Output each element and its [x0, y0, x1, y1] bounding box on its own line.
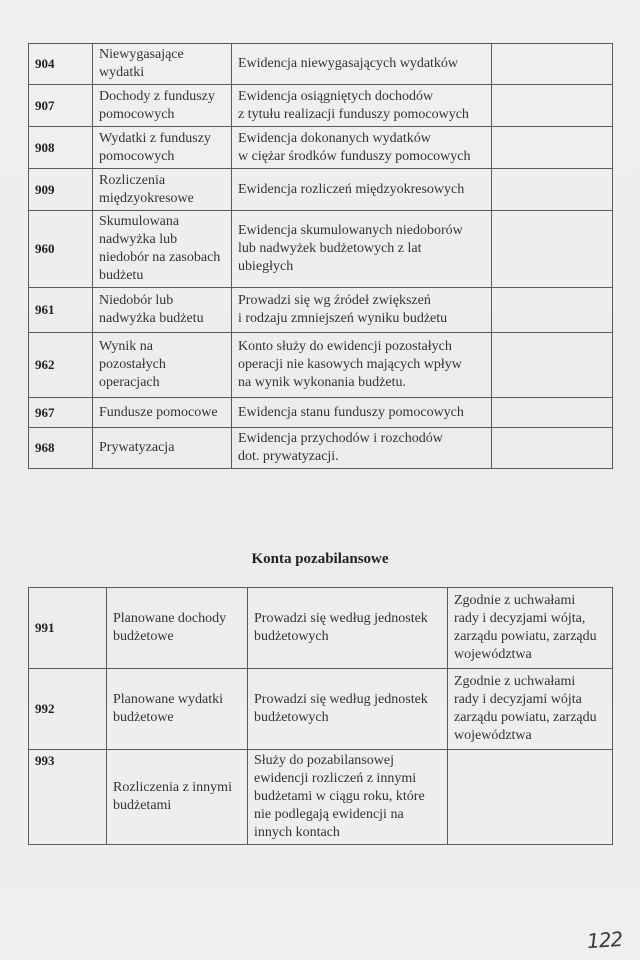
account-name: [107, 588, 248, 669]
text-line: pomocowych: [99, 106, 175, 122]
off-balance-accounts-table: [28, 587, 613, 845]
text-line: z tytułu realizacji funduszy pomocowych: [238, 106, 469, 122]
accounts-table: [28, 43, 613, 469]
text-line: rady i decyzjami wójta: [454, 692, 582, 707]
text-line: nadwyżka budżetu: [99, 311, 204, 326]
table-row: [29, 288, 613, 333]
text-line: Planowane dochody: [113, 611, 227, 626]
text-line: Prowadzi się według jednostek: [254, 611, 428, 626]
account-name: [93, 428, 232, 469]
account-description: [232, 428, 492, 469]
text-line: operacjach: [99, 375, 160, 390]
text-line: Ewidencja skumulowanych niedoborów: [238, 223, 463, 238]
text-line: Fundusze pomocowe: [99, 404, 218, 420]
account-code: 907: [29, 85, 93, 127]
text-line: Ewidencja osiągniętych dochodów: [238, 88, 434, 104]
account-description: [248, 750, 448, 845]
table-row: [29, 127, 613, 169]
table-row: [29, 398, 613, 428]
text-line: Skumulowana: [99, 214, 180, 229]
table-row: [29, 44, 613, 85]
text-line: i rodzaju zmniejszeń wyniku budżetu: [238, 311, 448, 326]
account-code: 961: [29, 288, 93, 333]
account-name: [107, 750, 248, 845]
account-description: [232, 398, 492, 428]
account-code: 991: [29, 588, 107, 669]
account-notes: [492, 288, 613, 333]
text-line: województwa: [454, 728, 532, 743]
text-line: innych kontach: [254, 825, 340, 840]
text-line: budżetowych: [254, 629, 329, 644]
text-line: budżetowe: [113, 629, 174, 644]
text-line: wydatki: [99, 65, 145, 80]
account-name: [93, 333, 232, 398]
text-line: pozostałych: [99, 357, 166, 372]
account-name: [93, 398, 232, 428]
text-line: Rozliczenia: [99, 172, 166, 188]
account-notes: [448, 588, 613, 669]
text-line: Ewidencja przychodów i rozchodów: [238, 431, 443, 446]
text-line: nie podlegają ewidencji na: [254, 807, 404, 822]
account-code: 993: [29, 750, 107, 845]
text-line: zarządu powiatu, zarządu: [454, 629, 597, 644]
accounts-table-body: [29, 44, 613, 469]
account-name: [93, 288, 232, 333]
text-line: na wynik wykonania budżetu.: [238, 375, 406, 390]
table-row: [29, 750, 613, 845]
table-row: [29, 333, 613, 398]
account-code: 909: [29, 169, 93, 211]
section-title: Konta pozabilansowe: [251, 551, 389, 567]
account-code: 967: [29, 398, 93, 428]
text-line: Planowane wydatki: [113, 692, 224, 707]
account-name: [93, 211, 232, 288]
account-description: [232, 211, 492, 288]
account-notes: [492, 211, 613, 288]
text-line: Ewidencja rozliczeń międzyokresowych: [238, 181, 465, 197]
text-line: Dochody z funduszy: [99, 88, 215, 104]
text-line: w ciężar środków funduszy pomocowych: [238, 148, 471, 164]
account-notes: [448, 750, 613, 845]
account-code: 992: [29, 669, 107, 750]
text-line: Wynik na: [99, 339, 153, 354]
text-line: ewidencji rozliczeń z innymi: [254, 771, 417, 786]
account-description: [232, 333, 492, 398]
account-code: 908: [29, 127, 93, 169]
account-name: [93, 44, 232, 85]
text-line: Konto służy do ewidencji pozostałych: [238, 339, 452, 354]
text-line: pomocowych: [99, 148, 175, 164]
handwritten-page-number: 122: [586, 926, 623, 954]
account-notes: [492, 85, 613, 127]
table-row: [29, 588, 613, 669]
text-line: Niedobór lub: [99, 293, 174, 308]
text-line: Niewygasające: [99, 47, 184, 62]
account-code: 968: [29, 428, 93, 469]
account-notes: [492, 127, 613, 169]
account-code: 904: [29, 44, 93, 85]
account-notes: [492, 398, 613, 428]
account-notes: [492, 333, 613, 398]
text-line: niedobór na zasobach: [99, 250, 221, 265]
account-description: [232, 85, 492, 127]
account-name: [93, 169, 232, 211]
text-line: operacji nie kasowych mających wpływ: [238, 357, 462, 372]
text-line: budżetu: [99, 268, 144, 283]
text-line: Ewidencja niewygasających wydatków: [238, 56, 459, 71]
text-line: Zgodnie z uchwałami: [454, 593, 576, 608]
text-line: dot. prywatyzacji.: [238, 449, 339, 464]
table-row: [29, 669, 613, 750]
text-line: budżetowe: [113, 710, 174, 725]
text-line: ubiegłych: [238, 259, 294, 274]
text-line: rady i decyzjami wójta,: [454, 611, 586, 626]
account-description: [232, 127, 492, 169]
text-line: budżetami: [113, 798, 172, 813]
text-line: Rozliczenia z innymi: [113, 780, 232, 795]
text-line: województwa: [454, 647, 532, 662]
text-line: Prowadzi się wg źródeł zwiększeń: [238, 293, 431, 308]
account-notes: [492, 169, 613, 211]
account-description: [232, 44, 492, 85]
text-line: Prywatyzacja: [99, 440, 175, 455]
text-line: Wydatki z funduszy: [99, 130, 211, 146]
text-line: lub nadwyżek budżetowych z lat: [238, 241, 422, 256]
text-line: Ewidencja stanu funduszy pomocowych: [238, 404, 464, 420]
account-code: 962: [29, 333, 93, 398]
text-line: nadwyżka lub: [99, 232, 178, 247]
account-name: [93, 85, 232, 127]
table-row: [29, 85, 613, 127]
account-notes: [492, 428, 613, 469]
text-line: Służy do pozabilansowej: [254, 753, 394, 768]
table-row: [29, 428, 613, 469]
table-row: [29, 211, 613, 288]
account-name: [107, 669, 248, 750]
text-line: zarządu powiatu, zarządu: [454, 710, 597, 725]
text-line: Zgodnie z uchwałami: [454, 674, 576, 689]
account-notes: [492, 44, 613, 85]
text-line: budżetami w ciągu roku, które: [254, 789, 425, 804]
account-description: [232, 169, 492, 211]
account-notes: [448, 669, 613, 750]
text-line: Prowadzi się według jednostek: [254, 692, 428, 707]
text-line: międzyokresowe: [99, 190, 194, 206]
account-description: [248, 588, 448, 669]
account-code: 960: [29, 211, 93, 288]
text-line: budżetowych: [254, 710, 329, 725]
account-name: [93, 127, 232, 169]
off-balance-table-body: [29, 588, 613, 845]
table-row: [29, 169, 613, 211]
account-description: [232, 288, 492, 333]
account-description: [248, 669, 448, 750]
text-line: Ewidencja dokonanych wydatków: [238, 130, 431, 146]
